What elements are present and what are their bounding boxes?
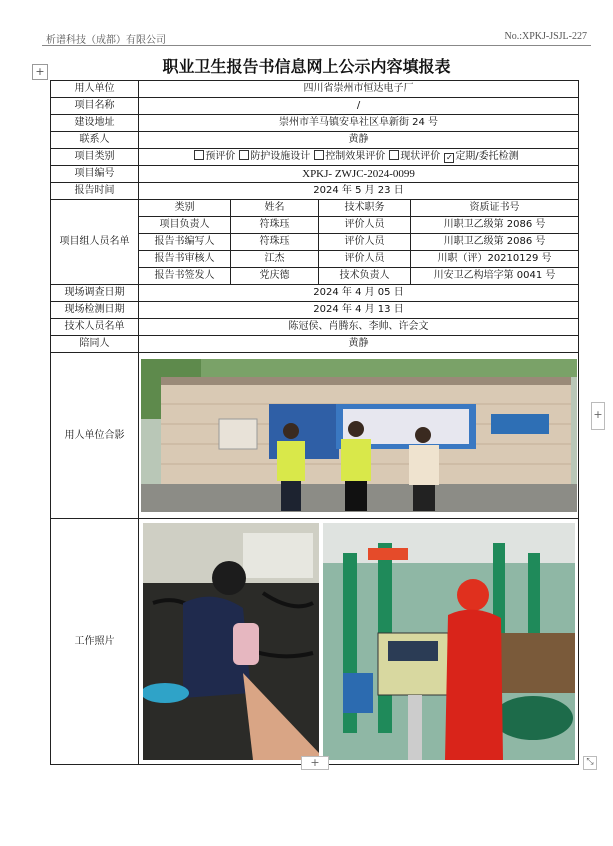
document-number: No.:XPKJ-JSJL-227 — [504, 31, 587, 42]
project-no-value[interactable]: XPKJ- ZWJC-2024-0099 — [139, 166, 579, 183]
work-photo-label: 工作照片 — [51, 519, 139, 765]
checkbox-checked-icon[interactable]: ✓ — [445, 153, 453, 162]
test-date-label: 现场检测日期 — [51, 302, 139, 319]
staff-role: 报告书签发人 — [139, 268, 231, 285]
staff-cert[interactable]: 川安卫乙构培字第 0041 号 — [411, 268, 579, 285]
category-option[interactable] — [194, 151, 235, 162]
disclosure-form-table — [50, 80, 579, 765]
checkbox-icon[interactable] — [194, 150, 204, 160]
staff-name[interactable]: 江杰 — [231, 251, 319, 268]
project-name-label: 项目名称 — [51, 98, 139, 115]
checkbox-icon[interactable] — [389, 150, 399, 160]
staff-name[interactable]: 符珠珏 — [231, 217, 319, 234]
staff-title[interactable]: 评价人员 — [319, 217, 411, 234]
survey-date-label: 现场调查日期 — [51, 285, 139, 302]
employer-value[interactable]: 四川省崇州市恒达电子厂 — [139, 81, 579, 98]
category-option-label: 定期/委托检测 — [455, 151, 519, 162]
staff-role: 报告书审核人 — [139, 251, 231, 268]
add-row-button[interactable]: + — [301, 756, 329, 770]
category-option-label: 控制效果评价 — [325, 151, 386, 162]
staff-header-title: 技术职务 — [319, 200, 411, 217]
address-value[interactable]: 崇州市羊马镇安阜社区阜新街 24 号 — [139, 115, 579, 132]
address-label: 建设地址 — [51, 115, 139, 132]
category-option-label: 防护设施设计 — [250, 151, 311, 162]
staff-header-name: 姓名 — [231, 200, 319, 217]
contact-label: 联系人 — [51, 132, 139, 149]
table-move-handle-icon[interactable]: + — [32, 64, 48, 80]
staff-cert[interactable]: 川职（评）20210129 号 — [411, 251, 579, 268]
category-option[interactable] — [444, 151, 518, 162]
group-photo-cell — [139, 353, 579, 519]
survey-date-value[interactable]: 2024 年 4 月 05 日 — [139, 285, 579, 302]
project-no-label: 项目编号 — [51, 166, 139, 183]
group-photo-label: 用人单位合影 — [51, 353, 139, 519]
category-label: 项目类别 — [51, 149, 139, 166]
staff-name[interactable]: 符珠珏 — [231, 234, 319, 251]
staff-title[interactable]: 技术负责人 — [319, 268, 411, 285]
report-time-label: 报告时间 — [51, 183, 139, 200]
work-photo-right-image[interactable] — [323, 523, 575, 760]
staff-header-cert: 资质证书号 — [411, 200, 579, 217]
category-option[interactable] — [239, 151, 310, 162]
escort-value[interactable]: 黄静 — [139, 336, 579, 353]
category-option-label: 预评价 — [205, 151, 236, 162]
test-date-value[interactable]: 2024 年 4 月 13 日 — [139, 302, 579, 319]
contact-value[interactable]: 黄静 — [139, 132, 579, 149]
staff-cert[interactable]: 川职卫乙级第 2086 号 — [411, 234, 579, 251]
table-resize-icon[interactable]: ⤡ — [583, 756, 597, 770]
category-option[interactable] — [389, 151, 440, 162]
checkbox-icon[interactable] — [314, 150, 324, 160]
checkbox-icon[interactable] — [239, 150, 249, 160]
staff-label: 项目组人员名单 — [51, 200, 139, 285]
work-photo-cell — [139, 519, 579, 765]
work-photo-left-image[interactable] — [143, 523, 319, 760]
staff-role: 报告书编写人 — [139, 234, 231, 251]
report-time-value[interactable]: 2024 年 5 月 23 日 — [139, 183, 579, 200]
header-divider — [42, 45, 591, 46]
staff-header-category: 类别 — [139, 200, 231, 217]
staff-title[interactable]: 评价人员 — [319, 234, 411, 251]
add-column-button[interactable]: + — [591, 402, 605, 430]
staff-title[interactable]: 评价人员 — [319, 251, 411, 268]
employer-label: 用人单位 — [51, 81, 139, 98]
category-options — [139, 149, 579, 166]
tech-staff-value[interactable]: 陈冠侯、肖腾东、李帅、许会文 — [139, 319, 579, 336]
category-option-label: 现状评价 — [400, 151, 441, 162]
company-header: 析谱科技（成都）有限公司 — [46, 35, 166, 46]
project-name-value[interactable]: / — [139, 98, 579, 115]
staff-role: 项目负责人 — [139, 217, 231, 234]
staff-cert[interactable]: 川职卫乙级第 2086 号 — [411, 217, 579, 234]
category-option[interactable] — [314, 151, 385, 162]
tech-staff-label: 技术人员名单 — [51, 319, 139, 336]
group-photo-image[interactable] — [141, 359, 577, 512]
staff-name[interactable]: 党庆德 — [231, 268, 319, 285]
escort-label: 陪同人 — [51, 336, 139, 353]
form-title: 职业卫生报告书信息网上公示内容填报表 — [162, 57, 451, 76]
